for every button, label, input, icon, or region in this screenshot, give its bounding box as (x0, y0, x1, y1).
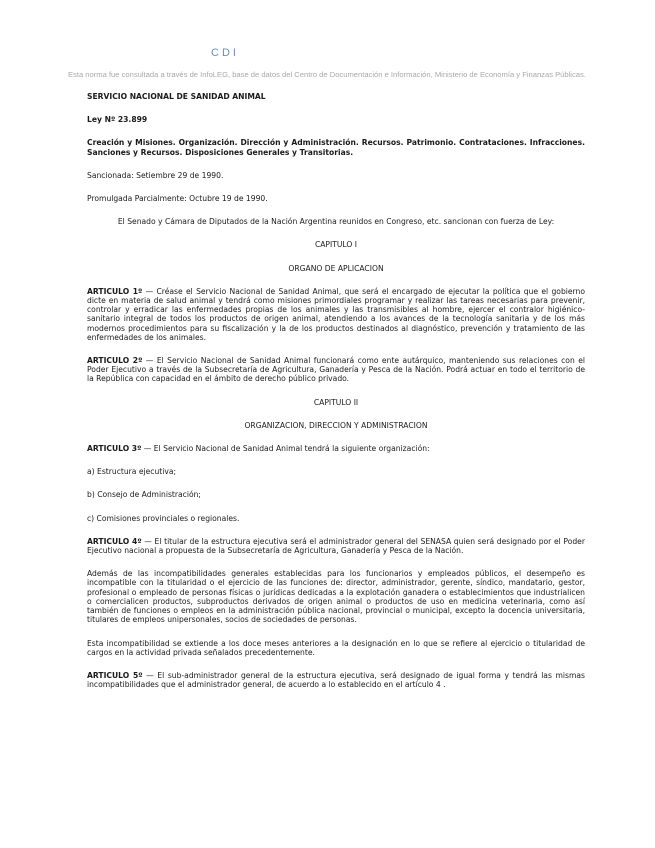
law-summary: Creación y Misiones. Organización. Dirección y Administración. Recursos. Patrimonio. Contrataciones. Infracciones. Sanciones y Recursos. Disposiciones Generales y Transitorias. (87, 138, 585, 157)
article-3-text: — El Servicio Nacional de Sanidad Animal tendrá la siguiente organización: (141, 444, 430, 454)
article-1-label: ARTICULO 1º (87, 286, 143, 296)
document-title: SERVICIO NACIONAL DE SANIDAD ANIMAL (87, 92, 266, 101)
chapter-2-number: CAPITULO II (313, 397, 359, 407)
preamble: El Senado y Cámara de Diputados de la Nación Argentina reunidos en Congreso, etc. sancionan con fuerza de Ley: (117, 217, 555, 227)
article-3 (87, 444, 585, 453)
chapter-1-title: ORGANO DE APLICACION (288, 263, 384, 273)
law-number: Ley Nº 23.899 (87, 115, 148, 125)
article-1-text: — Créase el Servicio Nacional de Sanidad Animal, que será el encargado de ejecutar la política que el gobierno dicte en materia de salud animal y tendrá como misiones primordiales programar y realizar las tareas necesarias para prevenir, controlar y erradicar las enfermedades propias de los animales y las transmisibles al hombre, ejercer el contralor higiénico-sanitario integral de todos los productos de origen animal, atendiendo a los avances de la tecnología sanitaria y de los más modernos procedimientos para su fiscalización y la de los productos destinados al diagnóstico, prevención y tratamiento de las enfermedades de los animales. (87, 286, 585, 342)
sanction-date: Sancionada: Setiembre 29 de 1990. (87, 170, 224, 180)
article-4-paragraph-2: Además de las incompatibilidades generales establecidas para los funcionarios y empleados públicos, el desempeño es incompatible con la titularidad o el ejercicio de las funciones de: director, administrador, gerente, síndico, mandatario, gestor, profesional o empleado de personas físicas o jurídicas dedicadas a la explotación ganadera o establecimientos que industrialicen o comercialicen productos, subproductos derivados de origen animal o productos de uso en medicina veterinaria, como así también de funciones o empleos en la administración pública nacional, provincial o municipal, excepto la docencia universitaria, titulares de empleos unipersonales, socios de sociedades de personas. (87, 569, 585, 625)
article-5 (87, 671, 585, 689)
law-document (87, 92, 585, 689)
article-2 (87, 356, 585, 384)
article-3-item-a: a) Estructura ejecutiva; (87, 467, 177, 477)
infoleg-notice: Esta norma fue consultada a través de InfoLEG, base de datos del Centro de Documentación e Información, Ministerio de Economía y Finanzas Públicas. (68, 70, 586, 79)
article-4 (87, 537, 585, 555)
article-5-text: — El sub-administrador general de la estructura ejecutiva, será designado de igual forma y tendrá las mismas incompatibilidades que el administrador general, de acuerdo a lo establecido en el artículo 4 . (87, 670, 585, 690)
article-3-label: ARTICULO 3º (87, 444, 142, 454)
article-5-label: ARTICULO 5º (87, 670, 143, 680)
article-2-label: ARTICULO 2º (87, 356, 143, 366)
article-2-text: — El Servicio Nacional de Sanidad Animal funcionará como ente autárquico, manteniendo sus relaciones con el Poder Ejecutivo a través de la Subsecretaría de Agricultura, Ganadería y Pesca de la Nación. Podrá actuar en todo el territorio de la República con capacidad en el ámbito de derecho público privado. (87, 356, 585, 384)
cdi-logo: CDI (211, 47, 239, 59)
article-3-item-c: c) Comisiones provinciales o regionales. (87, 513, 240, 523)
promulgation-date: Promulgada Parcialmente: Octubre 19 de 1990. (87, 194, 268, 204)
chapter-2-title: ORGANIZACION, DIRECCION Y ADMINISTRACION (244, 420, 428, 430)
article-3-item-b: b) Consejo de Administración; (87, 490, 201, 500)
article-1 (87, 287, 585, 342)
chapter-1-number: CAPITULO I (314, 240, 358, 250)
article-4-text: — El titular de la estructura ejecutiva será el administrador general del SENASA quien será designado por el Poder Ejecutivo nacional a propuesta de la Subsecretaría de Agricultura, Ganadería y Pesca de la Nación. (87, 536, 585, 556)
article-4-label: ARTICULO 4º (87, 536, 142, 546)
article-4-paragraph-3: Esta incompatibilidad se extiende a los doce meses anteriores a la designación en lo que se refiere al ejercicio o titularidad de cargos en la actividad privada señalados precedentemente. (87, 638, 585, 657)
